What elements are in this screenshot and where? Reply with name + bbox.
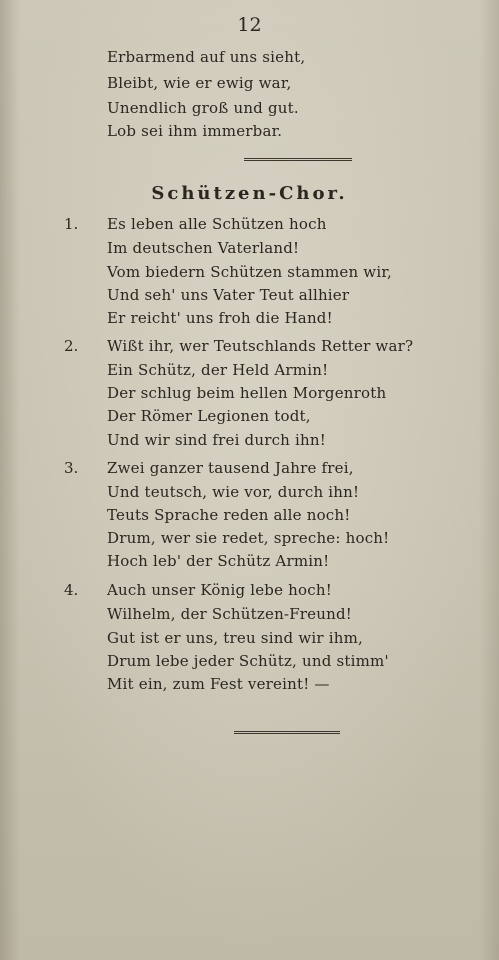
stanza-line: Er reicht' uns froh die Hand! [107, 309, 333, 327]
stanza-line: Gut ist er uns, treu sind wir ihm, [107, 629, 363, 647]
stanza-number: 2. [64, 337, 79, 355]
stanza-line: Auch unser König lebe hoch! [107, 581, 332, 599]
intro-line: Erbarmend auf uns sieht, [107, 48, 306, 66]
stanza-number: 1. [64, 215, 79, 233]
stanza-line: Und wir sind frei durch ihn! [107, 431, 326, 449]
end-divider [234, 731, 340, 734]
stanza-line: Der Römer Legionen todt, [107, 407, 311, 425]
stanza-line: Wilhelm, der Schützen-Freund! [107, 605, 353, 623]
stanza-line: Drum, wer sie redet, spreche: hoch! [107, 529, 390, 547]
stanza-line: Und teutsch, wie vor, durch ihn! [107, 483, 360, 501]
section-divider [244, 158, 352, 161]
stanza-line: Zwei ganzer tausend Jahre frei, [107, 459, 354, 477]
stanza-line: Es leben alle Schützen hoch [107, 215, 327, 233]
stanza-line: Wißt ihr, wer Teutschlands Retter war? [107, 337, 414, 355]
stanza-line: Im deutschen Vaterland! [107, 239, 300, 257]
page-number: 12 [237, 14, 262, 36]
stanza-number: 4. [64, 581, 79, 599]
page-edge-shadow [0, 0, 20, 960]
intro-line: Lob sei ihm immerbar. [107, 122, 283, 140]
song-heading: Schützen-Chor. [151, 183, 348, 204]
stanza-line: Der schlug beim hellen Morgenroth [107, 384, 387, 402]
intro-line: Bleibt, wie er ewig war, [107, 74, 292, 92]
stanza-line: Teuts Sprache reden alle noch! [107, 506, 351, 524]
stanza-number: 3. [64, 459, 79, 477]
stanza-line: Vom biedern Schützen stammen wir, [107, 263, 393, 281]
intro-line: Unendlich groß und gut. [107, 99, 299, 117]
stanza-line: Ein Schütz, der Held Armin! [107, 361, 329, 379]
stanza-line: Und seh' uns Vater Teut allhier [107, 286, 350, 304]
stanza-line: Mit ein, zum Fest vereint! — [107, 675, 330, 693]
page-edge-shadow [479, 0, 499, 960]
stanza-line: Hoch leb' der Schütz Armin! [107, 552, 330, 570]
stanza-line: Drum lebe jeder Schütz, und stimm' [107, 652, 389, 670]
